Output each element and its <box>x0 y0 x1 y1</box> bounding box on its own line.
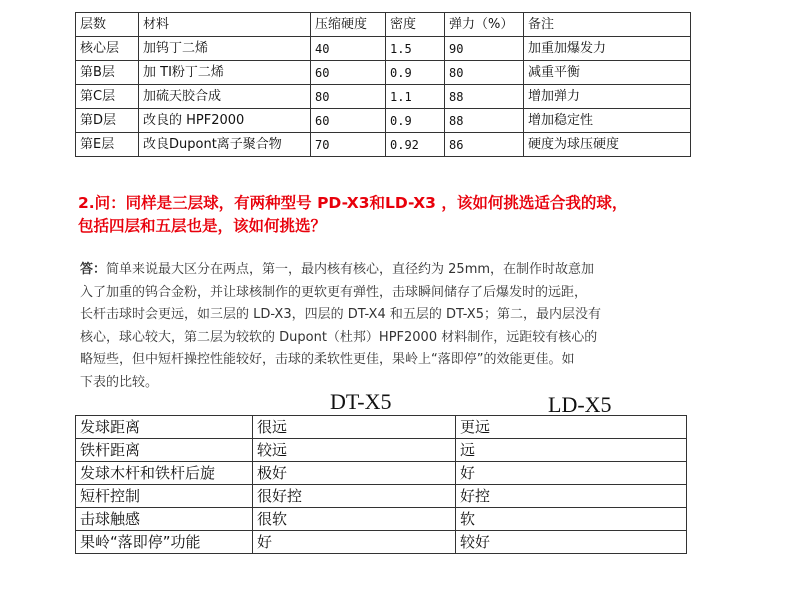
table-cell: 好 <box>253 531 456 554</box>
table-cell: 核心层 <box>76 37 139 61</box>
answer-label: 答： <box>80 262 107 277</box>
table-cell: 40 <box>311 37 386 61</box>
table-cell: 短杆控制 <box>76 485 253 508</box>
answer-line: 略短些，但中短杆操控性能较好，击球的柔软性更佳，果岭上“落即停”的效能更佳。如 <box>80 352 575 367</box>
question-line: 2.问：同样是三层球，有两种型号 PD-X3和LD-X3 ，该如何挑选适合我的球， <box>78 194 628 212</box>
table-cell: 第C层 <box>76 85 139 109</box>
table-cell: 70 <box>311 133 386 157</box>
table-cell: 很远 <box>253 416 456 439</box>
table-cell: 0.92 <box>386 133 445 157</box>
table-cell: 加钨丁二烯 <box>139 37 311 61</box>
table-cell: 增加稳定性 <box>524 109 691 133</box>
table-row <box>76 37 691 61</box>
table-cell: 1.5 <box>386 37 445 61</box>
table-row <box>76 462 687 485</box>
table-cell: 0.9 <box>386 61 445 85</box>
table-cell: 增加弹力 <box>524 85 691 109</box>
header-cell: 层数 <box>76 13 139 37</box>
table-cell: 86 <box>445 133 524 157</box>
table-cell: 0.9 <box>386 109 445 133</box>
table-cell: 第B层 <box>76 61 139 85</box>
table-row <box>76 508 687 531</box>
table-cell: 加硫天胶合成 <box>139 85 311 109</box>
header-cell: 密度 <box>386 13 445 37</box>
answer-text: 简单来说最大区分在两点，第一，最内核有核心，直径约为 25mm，在制作时故意加 <box>106 262 595 277</box>
table-row <box>76 485 687 508</box>
table-cell: 较好 <box>456 531 687 554</box>
table-cell: 80 <box>445 61 524 85</box>
header-cell: 材料 <box>139 13 311 37</box>
table-row <box>76 61 691 85</box>
table-cell: 硬度为球压硬度 <box>524 133 691 157</box>
comparison-table <box>75 415 687 554</box>
table-cell: 90 <box>445 37 524 61</box>
header-cell: 压缩硬度 <box>311 13 386 37</box>
table-cell: 很好控 <box>253 485 456 508</box>
table-cell: 好控 <box>456 485 687 508</box>
table-cell: 击球触感 <box>76 508 253 531</box>
table-cell: 发球距离 <box>76 416 253 439</box>
column-heading-dt-x5: DT-X5 <box>330 389 392 414</box>
table-header-row <box>76 13 691 37</box>
table-row <box>76 109 691 133</box>
table-cell: 加重加爆发力 <box>524 37 691 61</box>
table-cell: 60 <box>311 61 386 85</box>
table-cell: 80 <box>311 85 386 109</box>
answer-paragraph <box>80 259 700 394</box>
question-line: 包括四层和五层也是，该如何挑选？ <box>78 217 327 235</box>
table-row <box>76 85 691 109</box>
table-cell: 软 <box>456 508 687 531</box>
table-cell: 第D层 <box>76 109 139 133</box>
table-row <box>76 416 687 439</box>
table-cell: 铁杆距离 <box>76 439 253 462</box>
table-cell: 很软 <box>253 508 456 531</box>
table-cell: 1.1 <box>386 85 445 109</box>
table-row <box>76 439 687 462</box>
answer-line: 下表的比较。 <box>80 374 159 390</box>
header-cell: 备注 <box>524 13 691 37</box>
answer-line <box>80 259 700 282</box>
table-cell: 果岭“落即停”功能 <box>76 531 253 554</box>
table-cell: 远 <box>456 439 687 462</box>
table-cell: 第E层 <box>76 133 139 157</box>
answer-line: 长杆击球时会更远，如三层的 LD-X3，四层的 DT-X4 和五层的 DT-X5；第二，最内层没有 <box>80 307 601 322</box>
material-spec-table <box>75 12 691 157</box>
header-cell: 弹力（%） <box>445 13 524 37</box>
answer-line: 入了加重的钨合金粉，并让球核制作的更软更有弹性，击球瞬间储存了后爆发时的远距， <box>80 284 588 300</box>
table-cell: 改良的 HPF2000 <box>139 109 311 133</box>
table-cell: 改良Dupont离子聚合物 <box>139 133 311 157</box>
table-cell: 好 <box>456 462 687 485</box>
column-heading-ld-x5: LD-X5 <box>548 392 612 417</box>
table-cell: 加 TI粉丁二烯 <box>139 61 311 85</box>
table-cell: 88 <box>445 85 524 109</box>
table-cell: 88 <box>445 109 524 133</box>
table-cell: 极好 <box>253 462 456 485</box>
table-cell: 较远 <box>253 439 456 462</box>
table-cell: 更远 <box>456 416 687 439</box>
table-row <box>76 133 691 157</box>
question-heading <box>78 192 718 238</box>
answer-line: 核心，球心较大，第二层为较软的 Dupont（杜邦）HPF2000 材料制作，远距较有核心的 <box>80 329 598 345</box>
table-cell: 60 <box>311 109 386 133</box>
table-cell: 减重平衡 <box>524 61 691 85</box>
table-cell: 发球木杆和铁杆后旋 <box>76 462 253 485</box>
table-row <box>76 531 687 554</box>
